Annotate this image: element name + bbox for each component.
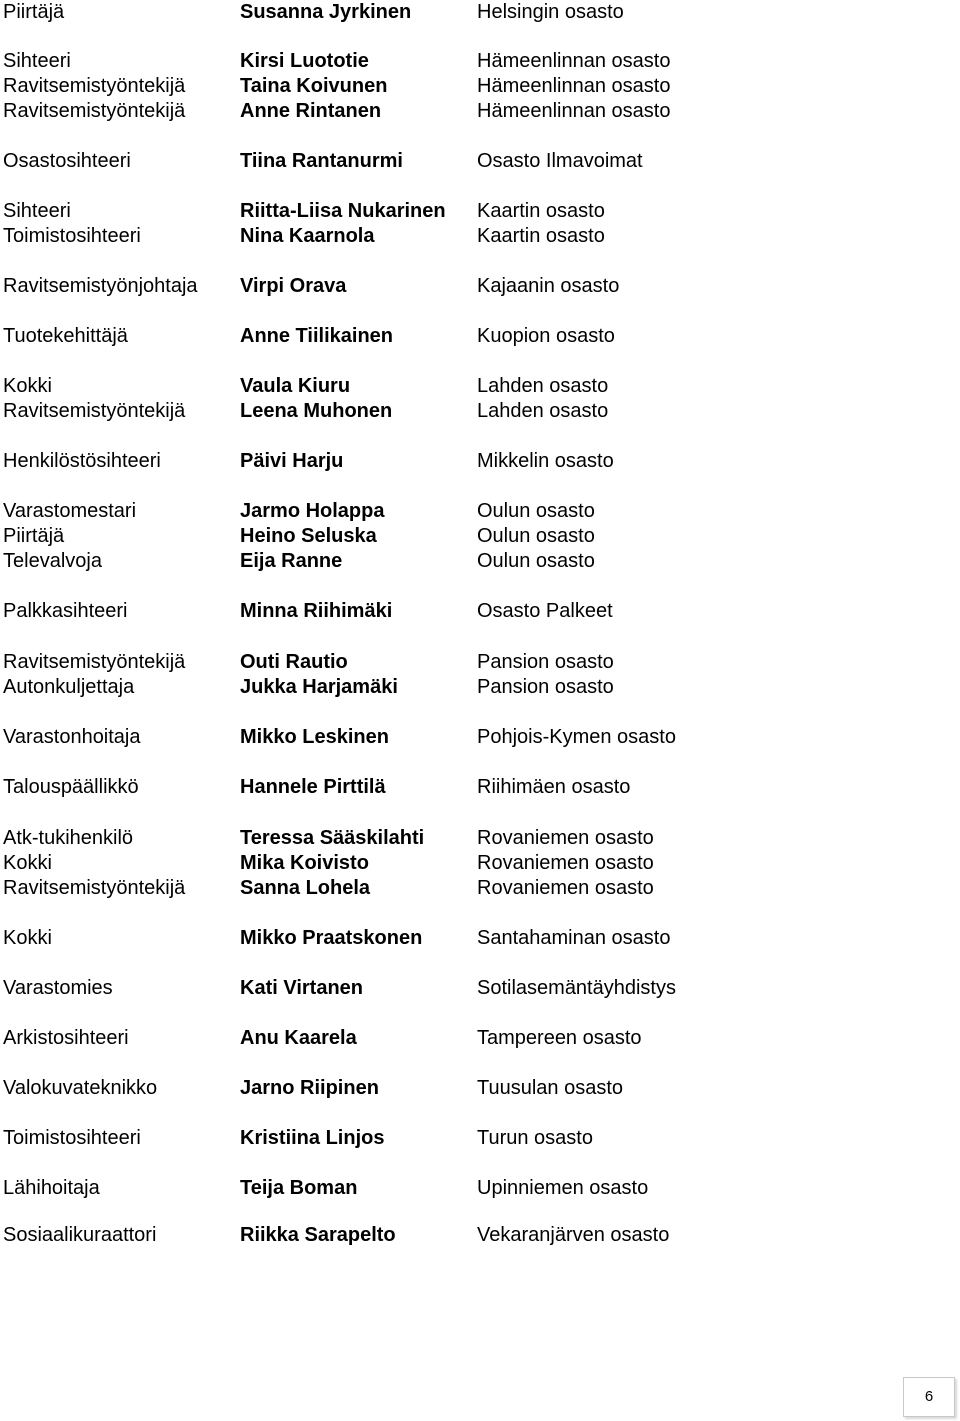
unit-name: Oulun osasto <box>477 500 595 522</box>
person-name: Jarmo Holappa <box>240 500 385 522</box>
unit-name: Mikkelin osasto <box>477 450 614 472</box>
job-title: Ravitsemistyöntekijä <box>3 400 186 422</box>
person-name: Anne Tiilikainen <box>240 325 393 347</box>
job-title: Piirtäjä <box>3 1 65 23</box>
job-title: Sihteeri <box>3 200 71 222</box>
person-name: Susanna Jyrkinen <box>240 1 412 23</box>
unit-name: Turun osasto <box>477 1127 593 1149</box>
unit-name: Riihimäen osasto <box>477 776 631 798</box>
table-row <box>0 149 960 174</box>
job-title: Ravitsemistyöntekijä <box>3 877 186 899</box>
table-row <box>0 499 960 524</box>
person-name: Päivi Harju <box>240 450 344 472</box>
table-row <box>0 224 960 249</box>
table-row <box>0 725 960 750</box>
person-name: Taina Koivunen <box>240 75 388 97</box>
unit-name: Hämeenlinnan osasto <box>477 75 671 97</box>
person-name: Mika Koivisto <box>240 852 369 874</box>
table-row <box>0 1026 960 1051</box>
table-row <box>0 775 960 800</box>
table-row <box>0 851 960 876</box>
unit-name: Lahden osasto <box>477 400 609 422</box>
table-row <box>0 976 960 1001</box>
table-row <box>0 399 960 424</box>
job-title: Varastomies <box>3 977 113 999</box>
unit-name: Osasto Palkeet <box>477 600 613 622</box>
person-name: Riitta-Liisa Nukarinen <box>240 200 446 222</box>
unit-name: Oulun osasto <box>477 550 595 572</box>
unit-name: Lahden osasto <box>477 375 609 397</box>
job-title: Televalvoja <box>3 550 102 572</box>
person-name: Leena Muhonen <box>240 400 393 422</box>
unit-name: Pansion osasto <box>477 676 614 698</box>
person-name: Eija Ranne <box>240 550 343 572</box>
job-title: Piirtäjä <box>3 525 65 547</box>
person-name: Teressa Sääskilahti <box>240 827 425 849</box>
job-title: Autonkuljettaja <box>3 676 135 698</box>
unit-name: Pansion osasto <box>477 651 614 673</box>
job-title: Atk-tukihenkilö <box>3 827 134 849</box>
job-title: Varastonhoitaja <box>3 726 141 748</box>
person-name: Anne Rintanen <box>240 100 382 122</box>
table-row <box>0 675 960 700</box>
person-name: Tiina Rantanurmi <box>240 150 403 172</box>
table-row <box>0 374 960 399</box>
job-title: Kokki <box>3 927 52 949</box>
person-name: Vaula Kiuru <box>240 375 351 397</box>
table-row <box>0 0 960 25</box>
unit-name: Kaartin osasto <box>477 200 605 222</box>
unit-name: Osasto Ilmavoimat <box>477 150 643 172</box>
job-title: Valokuvateknikko <box>3 1077 158 1099</box>
unit-name: Pohjois-Kymen osasto <box>477 726 676 748</box>
table-row <box>0 599 960 624</box>
table-row <box>0 449 960 474</box>
unit-name: Upinniemen osasto <box>477 1177 649 1199</box>
job-title: Toimistosihteeri <box>3 225 141 247</box>
unit-name: Santahaminan osasto <box>477 927 671 949</box>
unit-name: Helsingin osasto <box>477 1 624 23</box>
job-title: Sihteeri <box>3 50 71 72</box>
person-name: Kati Virtanen <box>240 977 363 999</box>
unit-name: Rovaniemen osasto <box>477 852 654 874</box>
table-row <box>0 49 960 74</box>
job-title: Talouspäällikkö <box>3 776 139 798</box>
person-name: Riikka Sarapelto <box>240 1224 396 1246</box>
person-name: Kristiina Linjos <box>240 1127 385 1149</box>
person-name: Jukka Harjamäki <box>240 676 398 698</box>
job-title: Arkistosihteeri <box>3 1027 129 1049</box>
person-name: Teija Boman <box>240 1177 358 1199</box>
job-title: Toimistosihteeri <box>3 1127 141 1149</box>
unit-name: Sotilasemäntäyhdistys <box>477 977 676 999</box>
person-name: Virpi Orava <box>240 275 347 297</box>
unit-name: Kaartin osasto <box>477 225 605 247</box>
table-row <box>0 926 960 951</box>
unit-name: Rovaniemen osasto <box>477 877 654 899</box>
unit-name: Rovaniemen osasto <box>477 827 654 849</box>
job-title: Sosiaalikuraattori <box>3 1224 157 1246</box>
person-name: Mikko Leskinen <box>240 726 389 748</box>
job-title: Lähihoitaja <box>3 1177 100 1199</box>
job-title: Henkilöstösihteeri <box>3 450 161 472</box>
person-name: Jarno Riipinen <box>240 1077 379 1099</box>
unit-name: Oulun osasto <box>477 525 595 547</box>
table-row <box>0 876 960 901</box>
table-row <box>0 826 960 851</box>
job-title: Kokki <box>3 852 52 874</box>
person-name: Nina Kaarnola <box>240 225 375 247</box>
person-name: Anu Kaarela <box>240 1027 357 1049</box>
page-number: 6 <box>903 1377 955 1417</box>
person-name: Hannele Pirttilä <box>240 776 386 798</box>
person-name: Minna Riihimäki <box>240 600 393 622</box>
table-row <box>0 1076 960 1101</box>
table-row <box>0 1223 960 1248</box>
person-name: Kirsi Luototie <box>240 50 369 72</box>
job-title: Varastomestari <box>3 500 137 522</box>
unit-name: Kuopion osasto <box>477 325 615 347</box>
job-title: Osastosihteeri <box>3 150 131 172</box>
table-row <box>0 1176 960 1201</box>
unit-name: Vekaranjärven osasto <box>477 1224 670 1246</box>
unit-name: Tuusulan osasto <box>477 1077 624 1099</box>
job-title: Ravitsemistyönjohtaja <box>3 275 198 297</box>
table-row <box>0 199 960 224</box>
person-name: Outi Rautio <box>240 651 348 673</box>
job-title: Ravitsemistyöntekijä <box>3 100 186 122</box>
unit-name: Hämeenlinnan osasto <box>477 100 671 122</box>
job-title: Palkkasihteeri <box>3 600 128 622</box>
table-row <box>0 324 960 349</box>
table-row <box>0 99 960 124</box>
unit-name: Kajaanin osasto <box>477 275 620 297</box>
table-row <box>0 74 960 99</box>
person-name: Sanna Lohela <box>240 877 371 899</box>
job-title: Tuotekehittäjä <box>3 325 128 347</box>
unit-name: Hämeenlinnan osasto <box>477 50 671 72</box>
job-title: Ravitsemistyöntekijä <box>3 75 186 97</box>
unit-name: Tampereen osasto <box>477 1027 642 1049</box>
job-title: Ravitsemistyöntekijä <box>3 651 186 673</box>
person-name: Heino Seluska <box>240 525 377 547</box>
table-row <box>0 549 960 574</box>
table-row <box>0 1126 960 1151</box>
table-row <box>0 274 960 299</box>
table-row <box>0 524 960 549</box>
table-row <box>0 650 960 675</box>
person-name: Mikko Praatskonen <box>240 927 423 949</box>
job-title: Kokki <box>3 375 52 397</box>
